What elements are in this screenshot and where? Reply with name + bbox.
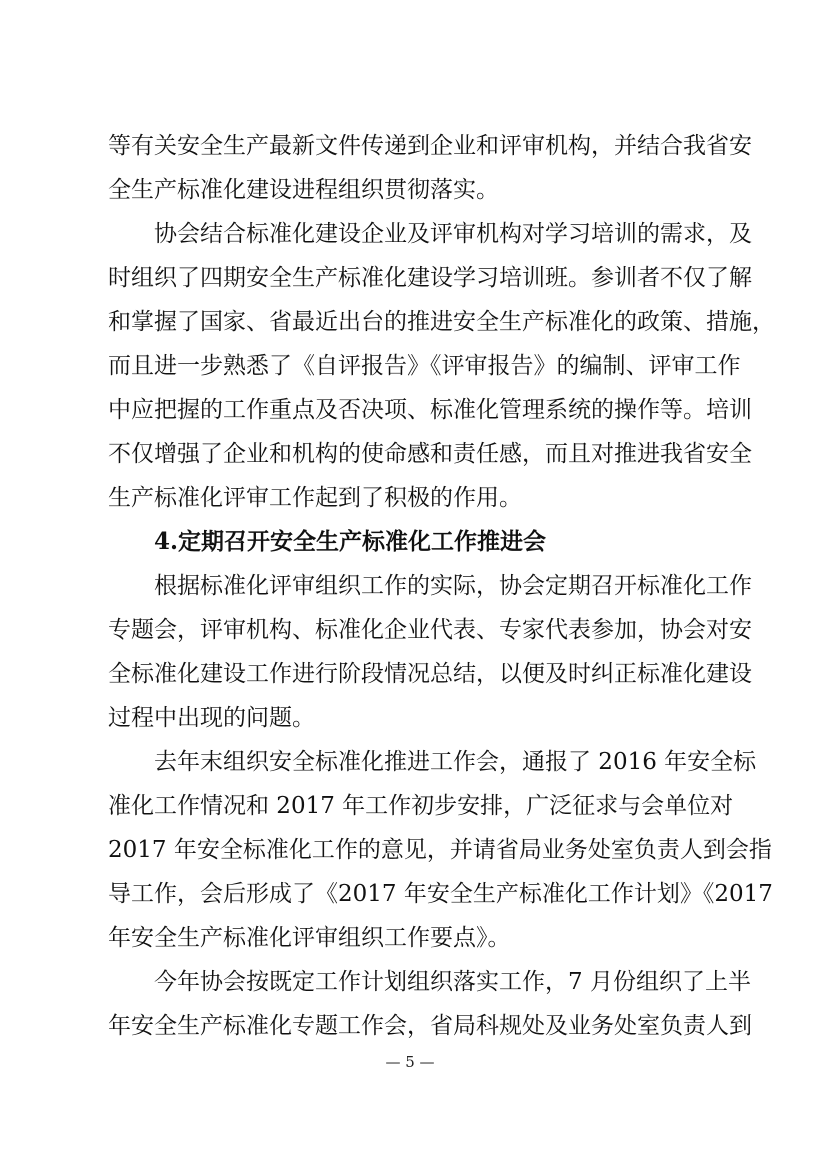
page-number: — 5 — [385, 1053, 435, 1071]
p4-line-3: 2017 年安全标准化工作的意见，并请省局业务处室负责人到会指 [108, 837, 772, 863]
p4-line-5: 年安全生产标准化评审组织工作要点》。 [108, 925, 511, 951]
p2-line-6: 不仅增强了企业和机构的使命感和责任感，而且对推进我省安全 [108, 441, 752, 467]
p3-line-4: 过程中出现的问题。 [108, 705, 315, 731]
p2-line-3: 和掌握了国家、省最近出台的推进安全生产标准化的政策、措施， [108, 309, 775, 335]
p2-line-5: 中应把握的工作重点及否决项、标准化管理系统的操作等。培训 [108, 397, 752, 423]
p1-line-2: 全生产标准化建设进程组织贯彻落实。 [108, 177, 499, 203]
p4-line-4: 导工作，会后形成了《2017 年安全生产标准化工作计划》《2017 [108, 881, 773, 907]
p3-line-1: 根据标准化评审组织工作的实际，协会定期召开标准化工作 [154, 573, 752, 599]
p3-line-2: 专题会，评审机构、标准化企业代表、专家代表参加，协会对安 [108, 617, 752, 643]
p2-line-2: 时组织了四期安全生产标准化建设学习培训班。参训者不仅了解 [108, 265, 752, 291]
p1-line-1: 等有关安全生产最新文件传递到企业和评审机构，并结合我省安 [108, 133, 752, 159]
p5-line-1: 今年协会按既定工作计划组织落实工作，7 月份组织了上半 [154, 969, 751, 995]
p2-line-7: 生产标准化评审工作起到了积极的作用。 [108, 485, 522, 511]
p4-line-1: 去年末组织安全标准化推进工作会，通报了 2016 年安全标 [154, 749, 757, 775]
p2-line-4: 而且进一步熟悉了《自评报告》《评审报告》的编制、评审工作 [108, 353, 741, 379]
p4-line-2: 准化工作情况和 2017 年工作初步安排，广泛征求与会单位对 [108, 793, 734, 819]
p5-line-2: 年安全生产标准化专题工作会，省局科规处及业务处室负责人到 [108, 1013, 752, 1039]
p3-line-3: 全标准化建设工作进行阶段情况总结，以便及时纠正标准化建设 [108, 661, 752, 687]
section-heading: 4.定期召开安全生产标准化工作推进会 [154, 528, 547, 555]
p2-line-1: 协会结合标准化建设企业及评审机构对学习培训的需求，及 [154, 221, 752, 247]
